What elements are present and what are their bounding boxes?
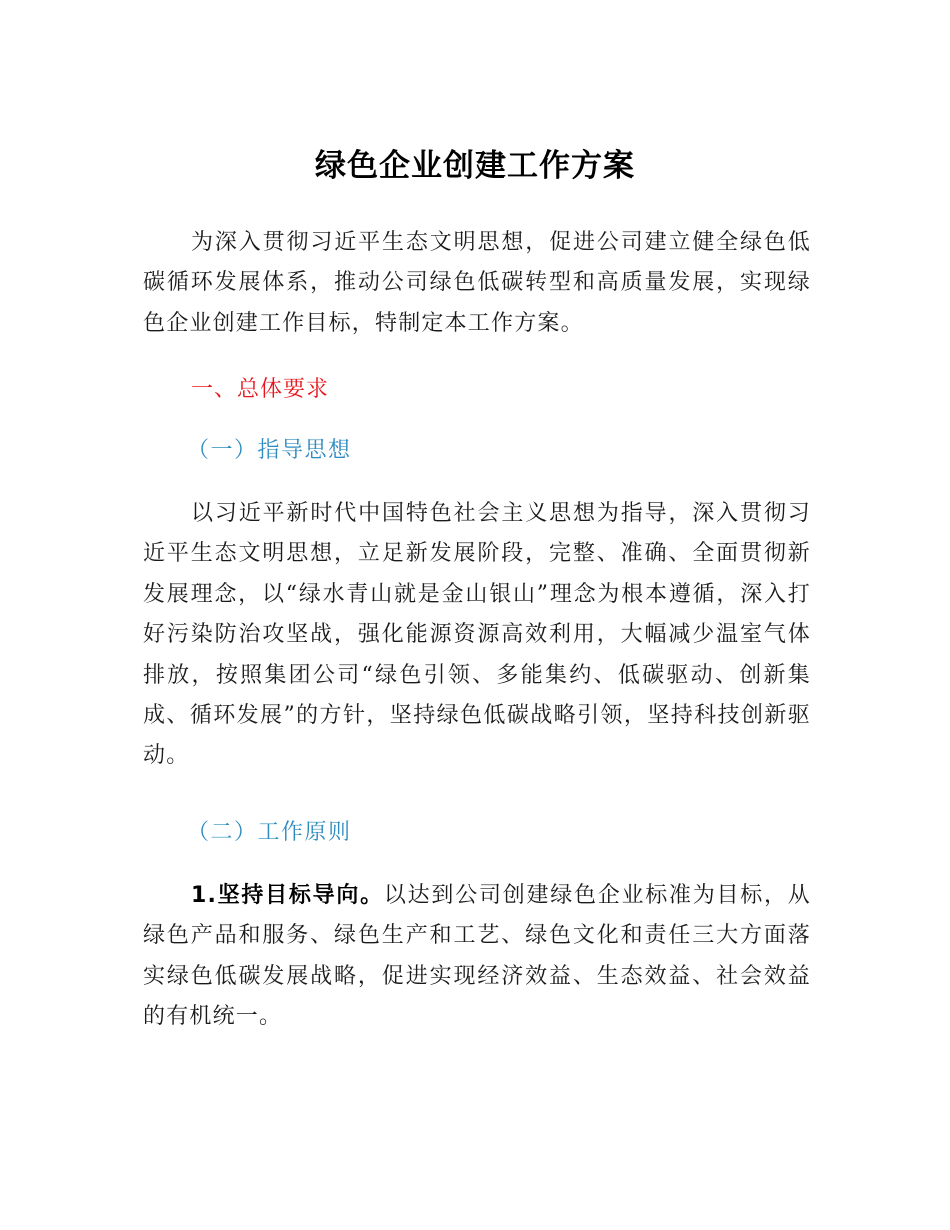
principle-item-1-body: 以达到公司创建绿色企业标准为目标，从绿色产品和服务、绿色生产和工艺、绿色文化和责任三大方面落实绿色低碳发展战略，促进实现经济效益、生态效益、社会效益的有机统一。 <box>143 883 811 1030</box>
subsection-heading-guiding-ideology: （一）指导思想 <box>187 438 352 463</box>
section-heading-overall-requirements: 一、总体要求 <box>191 377 330 402</box>
guiding-ideology-paragraph: 以习近平新时代中国特色社会主义思想为指导，深入贯彻习近平生态文明思想，立足新发展阶段，完整、准确、全面贯彻新发展理念，以“绿水青山就是金山银山”理念为根本遵循，深入打好污染防治攻坚战，强化能源资源高效利用，大幅减少温室气体排放，按照集团公司“绿色引领、多能集约、低碳驱动、创新集成、循环发展”的方针，坚持绿色低碳战略引领，坚持科技创新驱动。 <box>143 501 811 769</box>
intro-paragraph: 为深入贯彻习近平生态文明思想，促进公司建立健全绿色低碳循环发展体系，推动公司绿色低碳转型和高质量发展，实现绿色企业创建工作目标，特制定本工作方案。 <box>143 230 811 336</box>
principle-item-1 <box>143 876 811 1038</box>
subsection-heading-work-principles: （二）工作原则 <box>187 820 352 845</box>
principle-item-1-lead: 1.坚持目标导向。 <box>191 883 384 908</box>
document-title: 绿色企业创建工作方案 <box>315 148 635 184</box>
